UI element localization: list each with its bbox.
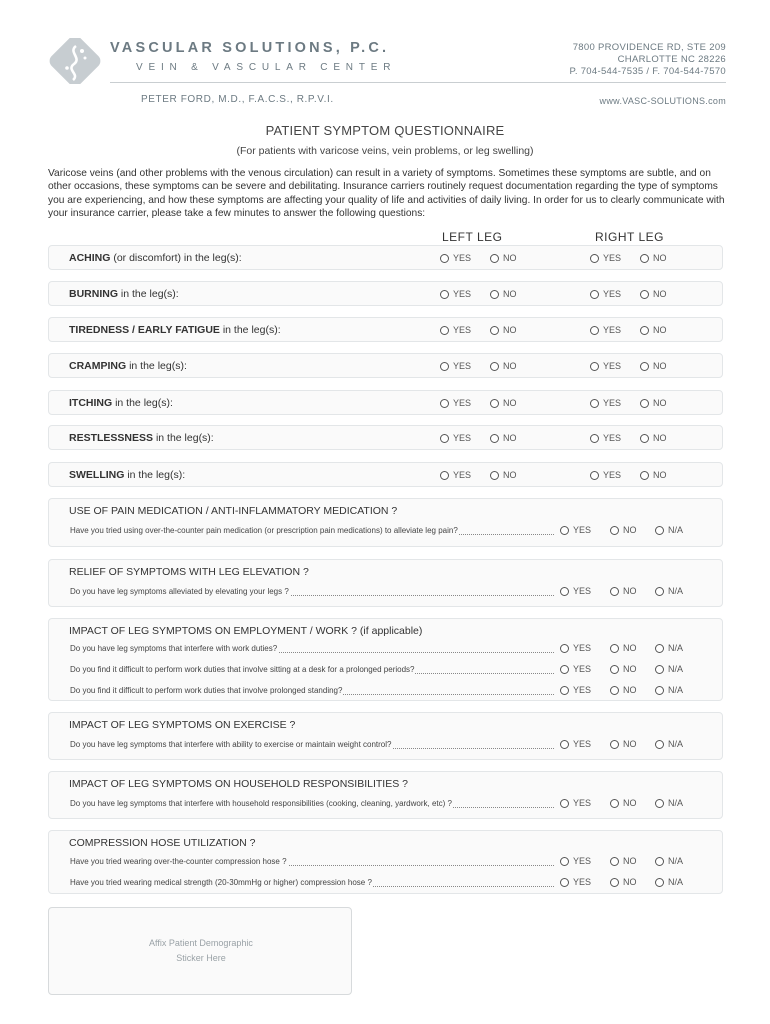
left-no-option[interactable] — [490, 325, 517, 335]
radio-button[interactable] — [655, 857, 664, 866]
option-label: NO — [503, 470, 517, 480]
question-section — [48, 498, 723, 547]
question-text: Have you tried wearing over-the-counter compression hose ? — [70, 857, 287, 866]
symptom-suffix: in the leg(s): — [153, 432, 214, 444]
yes-option[interactable] — [560, 685, 591, 695]
radio-button[interactable] — [610, 644, 619, 653]
option-label: NO — [623, 685, 637, 695]
question-line — [70, 857, 554, 866]
phone-fax: P. 704-544-7535 / F. 704-544-7570 — [569, 66, 726, 77]
yes-option[interactable] — [560, 739, 591, 749]
option-label: N/A — [668, 685, 684, 695]
option-label: NO — [623, 856, 637, 866]
option-label: NO — [653, 361, 667, 371]
option-label: YES — [603, 325, 622, 335]
radio-button[interactable] — [560, 740, 569, 749]
radio-button[interactable] — [590, 290, 599, 299]
option-label: N/A — [668, 586, 684, 596]
radio-button[interactable] — [610, 526, 619, 535]
radio-button[interactable] — [640, 399, 649, 408]
symptom-label — [69, 360, 187, 372]
radio-button[interactable] — [560, 526, 569, 535]
option-label: NO — [503, 253, 517, 263]
sticker-line2: Sticker Here — [176, 953, 226, 963]
right-yes-option[interactable] — [590, 325, 621, 335]
symptom-row — [48, 317, 723, 342]
radio-button[interactable] — [440, 399, 449, 408]
radio-button[interactable] — [655, 526, 664, 535]
question-line — [70, 799, 554, 808]
section-heading: RELIEF OF SYMPTOMS WITH LEG ELEVATION ? — [69, 566, 309, 578]
question-text: Do you have leg symptoms that interfere with household responsibilities (cooking, cleaning, yardwork, etc) ? — [70, 799, 452, 808]
option-label: YES — [573, 586, 592, 596]
symptom-row — [48, 425, 723, 450]
right-yes-option[interactable] — [590, 470, 621, 480]
right-no-option[interactable] — [640, 253, 667, 263]
option-label: YES — [603, 361, 622, 371]
question-text: Have you tried wearing medical strength (20-30mmHg or higher) compression hose ? — [70, 878, 372, 887]
na-option[interactable] — [655, 664, 683, 674]
radio-button[interactable] — [590, 326, 599, 335]
yes-option[interactable] — [560, 643, 591, 653]
option-label: YES — [453, 325, 472, 335]
radio-button[interactable] — [490, 399, 499, 408]
symptom-suffix: in the leg(s): — [126, 360, 187, 372]
no-option[interactable] — [610, 739, 637, 749]
option-label: NO — [653, 289, 667, 299]
option-label: NO — [623, 739, 637, 749]
radio-button[interactable] — [655, 799, 664, 808]
radio-button[interactable] — [560, 665, 569, 674]
question-text: Do you find it difficult to perform work duties that involve prolonged standing? — [70, 686, 343, 695]
na-option[interactable] — [655, 798, 683, 808]
left-no-option[interactable] — [490, 253, 517, 263]
radio-button[interactable] — [655, 587, 664, 596]
brand-subtitle: VEIN & VASCULAR CENTER — [136, 62, 397, 73]
section-heading: IMPACT OF LEG SYMPTOMS ON HOUSEHOLD RESPONSIBILITIES ? — [69, 778, 408, 790]
address-line2: CHARLOTTE NC 28226 — [617, 54, 726, 65]
no-option[interactable] — [610, 643, 637, 653]
option-label: NO — [503, 398, 517, 408]
right-no-option[interactable] — [640, 433, 667, 443]
question-text: Have you tried using over-the-counter pain medication (or prescription pain medications) to alleviate leg pain? — [70, 526, 458, 535]
radio-button[interactable] — [490, 290, 499, 299]
yes-option[interactable] — [560, 664, 591, 674]
option-label: YES — [453, 433, 472, 443]
option-label: NO — [653, 398, 667, 408]
symptom-label — [69, 324, 281, 336]
radio-button[interactable] — [560, 686, 569, 695]
symptom-row — [48, 353, 723, 378]
right-no-option[interactable] — [640, 361, 667, 371]
yes-option[interactable] — [560, 586, 591, 596]
question-section — [48, 559, 723, 607]
radio-button[interactable] — [590, 254, 599, 263]
radio-button[interactable] — [640, 471, 649, 480]
yes-option[interactable] — [560, 856, 591, 866]
symptom-name: ACHING — [69, 252, 111, 264]
question-line — [70, 665, 554, 674]
no-option[interactable] — [610, 664, 637, 674]
symptom-suffix: in the leg(s): — [124, 469, 186, 481]
option-label: YES — [453, 253, 472, 263]
radio-button[interactable] — [610, 686, 619, 695]
option-label: NO — [623, 664, 637, 674]
right-leg-header: RIGHT LEG — [595, 230, 664, 244]
page-subtitle: (For patients with varicose veins, vein problems, or leg swelling) — [236, 145, 534, 157]
symptom-row — [48, 390, 723, 415]
question-text: Do you have leg symptoms alleviated by elevating your legs ? — [70, 587, 289, 596]
option-label: YES — [603, 289, 622, 299]
radio-button[interactable] — [440, 362, 449, 371]
option-label: N/A — [668, 739, 684, 749]
na-option[interactable] — [655, 586, 683, 596]
radio-button[interactable] — [640, 434, 649, 443]
radio-button[interactable] — [610, 878, 619, 887]
left-leg-header: LEFT LEG — [442, 230, 503, 244]
radio-button[interactable] — [490, 362, 499, 371]
option-label: N/A — [668, 664, 684, 674]
right-no-option[interactable] — [640, 470, 667, 480]
symptom-label — [69, 469, 185, 481]
symptom-row — [48, 462, 723, 487]
option-label: YES — [603, 470, 622, 480]
radio-button[interactable] — [490, 471, 499, 480]
radio-button[interactable] — [590, 362, 599, 371]
radio-button[interactable] — [560, 857, 569, 866]
radio-button[interactable] — [610, 857, 619, 866]
radio-button[interactable] — [640, 326, 649, 335]
option-label: NO — [653, 253, 667, 263]
no-option[interactable] — [610, 586, 637, 596]
right-yes-option[interactable] — [590, 253, 621, 263]
symptom-suffix: (or discomfort) in the leg(s): — [110, 252, 242, 264]
option-label: N/A — [668, 643, 684, 653]
option-label: YES — [573, 643, 592, 653]
option-label: YES — [573, 664, 592, 674]
symptom-label — [69, 397, 173, 409]
na-option[interactable] — [655, 643, 683, 653]
radio-button[interactable] — [440, 326, 449, 335]
right-yes-option[interactable] — [590, 398, 621, 408]
option-label: N/A — [668, 525, 684, 535]
option-label: NO — [503, 325, 517, 335]
radio-button[interactable] — [590, 399, 599, 408]
left-yes-option[interactable] — [440, 325, 471, 335]
no-option[interactable] — [610, 877, 637, 887]
left-no-option[interactable] — [490, 398, 517, 408]
radio-button[interactable] — [560, 644, 569, 653]
question-section — [48, 830, 723, 894]
radio-button[interactable] — [440, 471, 449, 480]
option-label: YES — [603, 398, 622, 408]
section-heading: USE OF PAIN MEDICATION / ANTI-INFLAMMATORY MEDICATION ? — [69, 505, 398, 517]
radio-button[interactable] — [490, 434, 499, 443]
right-yes-option[interactable] — [590, 361, 621, 371]
no-option[interactable] — [610, 798, 637, 808]
question-text: Do you have leg symptoms that interfere with work duties? — [70, 644, 278, 653]
no-option[interactable] — [610, 856, 637, 866]
symptom-name: RESTLESSNESS — [69, 432, 154, 444]
no-option[interactable] — [610, 685, 637, 695]
option-label: YES — [453, 361, 472, 371]
left-no-option[interactable] — [490, 289, 517, 299]
na-option[interactable] — [655, 877, 683, 887]
option-label: NO — [503, 361, 517, 371]
radio-button[interactable] — [640, 290, 649, 299]
question-line — [70, 740, 554, 749]
right-yes-option[interactable] — [590, 289, 621, 299]
right-no-option[interactable] — [640, 325, 667, 335]
radio-button[interactable] — [490, 326, 499, 335]
option-label: YES — [573, 685, 592, 695]
symptom-label — [69, 432, 214, 444]
option-label: N/A — [668, 798, 684, 808]
symptom-label — [69, 252, 242, 264]
question-line — [70, 526, 554, 535]
section-heading: COMPRESSION HOSE UTILIZATION ? — [69, 837, 256, 849]
option-label: YES — [573, 739, 592, 749]
yes-option[interactable] — [560, 798, 591, 808]
doctor-name: PETER FORD, M.D., F.A.C.S., R.P.V.I. — [141, 94, 334, 105]
question-section — [48, 712, 723, 760]
radio-button[interactable] — [560, 799, 569, 808]
brand — [110, 40, 396, 73]
option-label: YES — [573, 525, 592, 535]
symptom-suffix: in the leg(s): — [219, 324, 281, 336]
question-line — [70, 587, 554, 596]
radio-button[interactable] — [655, 740, 664, 749]
symptom-suffix: in the leg(s): — [112, 397, 173, 409]
option-label: N/A — [668, 856, 684, 866]
left-yes-option[interactable] — [440, 433, 471, 443]
radio-button[interactable] — [560, 878, 569, 887]
radio-button[interactable] — [655, 878, 664, 887]
address-block — [569, 42, 726, 78]
option-label: YES — [603, 433, 622, 443]
radio-button[interactable] — [610, 587, 619, 596]
na-option[interactable] — [655, 739, 683, 749]
radio-button[interactable] — [560, 587, 569, 596]
left-yes-option[interactable] — [440, 398, 471, 408]
question-section — [48, 618, 723, 701]
header-divider — [110, 82, 726, 83]
option-label: NO — [653, 470, 667, 480]
radio-button[interactable] — [655, 644, 664, 653]
website: www.VASC-SOLUTIONS.com — [599, 96, 726, 106]
left-yes-option[interactable] — [440, 470, 471, 480]
sticker-line1: Affix Patient Demographic — [149, 938, 253, 948]
option-label: YES — [573, 856, 592, 866]
question-line — [70, 878, 554, 887]
na-option[interactable] — [655, 685, 683, 695]
yes-option[interactable] — [560, 877, 591, 887]
radio-button[interactable] — [440, 290, 449, 299]
radio-button[interactable] — [440, 254, 449, 263]
left-no-option[interactable] — [490, 433, 517, 443]
question-text: Do you find it difficult to perform work duties that involve sitting at a desk for a prolonged periods? — [70, 665, 415, 674]
question-text: Do you have leg symptoms that interfere with ability to exercise or maintain weight control? — [70, 740, 392, 749]
brand-name: VASCULAR SOLUTIONS, P.C. — [110, 40, 390, 56]
radio-button[interactable] — [655, 665, 664, 674]
option-label: YES — [453, 289, 472, 299]
radio-button[interactable] — [640, 362, 649, 371]
right-no-option[interactable] — [640, 289, 667, 299]
right-no-option[interactable] — [640, 398, 667, 408]
symptom-name: TIREDNESS / EARLY FATIGUE — [69, 324, 220, 336]
right-yes-option[interactable] — [590, 433, 621, 443]
option-label: YES — [603, 253, 622, 263]
radio-button[interactable] — [490, 254, 499, 263]
option-label: NO — [653, 325, 667, 335]
intro-paragraph: Varicose veins (and other problems with the venous circulation) can result in a variety of symptoms. Sometimes these symptoms are subtle, and on other occasions, these symptoms can be severe and debilitating. Insurance carriers routinely request documentation regarding the type of symptoms you are experiencing, and how these symptoms are affecting your quality of life and activities of daily living. In order for us to clearly communicate with your insurance carrier, please take a few minutes to answer the following questions: — [48, 168, 725, 220]
yes-option[interactable] — [560, 525, 591, 535]
radio-button[interactable] — [610, 799, 619, 808]
symptom-row — [48, 245, 723, 270]
symptom-name: BURNING — [69, 288, 118, 300]
option-label: NO — [623, 877, 637, 887]
option-label: YES — [453, 398, 472, 408]
patient-sticker-area — [48, 907, 352, 995]
option-label: YES — [453, 470, 472, 480]
radio-button[interactable] — [590, 471, 599, 480]
left-no-option[interactable] — [490, 470, 517, 480]
section-heading: IMPACT OF LEG SYMPTOMS ON EXERCISE ? — [69, 719, 296, 731]
symptom-suffix: in the leg(s): — [118, 288, 179, 300]
option-label: NO — [623, 643, 637, 653]
radio-button[interactable] — [655, 686, 664, 695]
left-yes-option[interactable] — [440, 289, 471, 299]
question-line — [70, 686, 554, 695]
option-label: NO — [503, 433, 517, 443]
symptom-row — [48, 281, 723, 306]
option-label: YES — [573, 877, 592, 887]
radio-button[interactable] — [610, 665, 619, 674]
option-label: NO — [623, 586, 637, 596]
sticker-text — [49, 936, 353, 966]
section-heading: IMPACT OF LEG SYMPTOMS ON EMPLOYMENT / WORK ? (if applicable) — [69, 625, 423, 637]
question-line — [70, 644, 554, 653]
question-section — [48, 771, 723, 819]
address-line1: 7800 PROVIDENCE RD, STE 209 — [572, 42, 726, 53]
no-option[interactable] — [610, 525, 637, 535]
symptom-name: ITCHING — [69, 397, 113, 409]
symptom-label — [69, 288, 179, 300]
radio-button[interactable] — [610, 740, 619, 749]
radio-button[interactable] — [440, 434, 449, 443]
option-label: NO — [623, 525, 637, 535]
left-no-option[interactable] — [490, 361, 517, 371]
left-yes-option[interactable] — [440, 253, 471, 263]
option-label: NO — [623, 798, 637, 808]
vascular-logo-icon — [46, 38, 104, 84]
option-label: NO — [503, 289, 517, 299]
option-label: NO — [653, 433, 667, 443]
na-option[interactable] — [655, 525, 683, 535]
option-label: N/A — [668, 877, 684, 887]
symptom-name: SWELLING — [69, 469, 125, 481]
radio-button[interactable] — [590, 434, 599, 443]
radio-button[interactable] — [640, 254, 649, 263]
na-option[interactable] — [655, 856, 683, 866]
option-label: YES — [573, 798, 592, 808]
page-title: PATIENT SYMPTOM QUESTIONNAIRE — [265, 123, 505, 138]
left-yes-option[interactable] — [440, 361, 471, 371]
symptom-name: CRAMPING — [69, 360, 127, 372]
